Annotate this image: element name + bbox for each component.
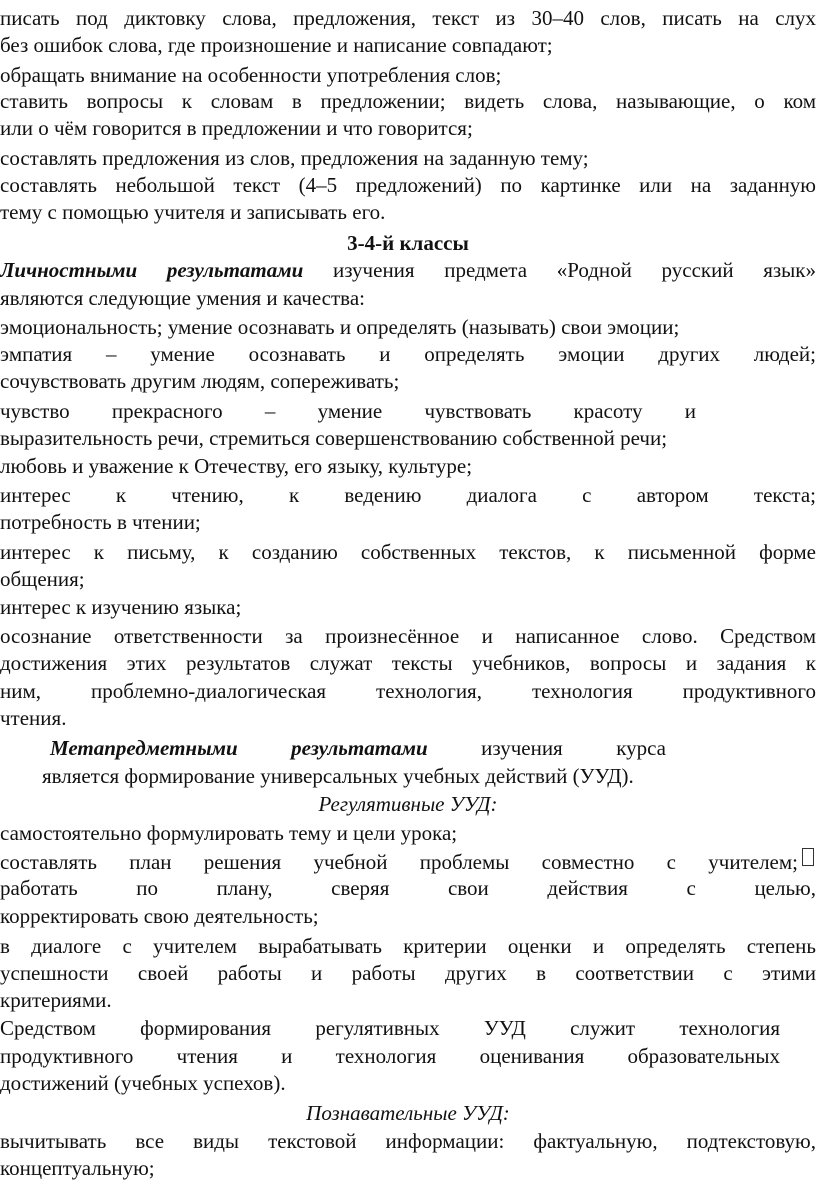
text-line: концептуальную; bbox=[0, 1156, 155, 1180]
emphasis-text: Личностными результатами bbox=[0, 258, 304, 282]
text-line: осознание ответственности за произнесённое и написанное слово. Средством bbox=[0, 624, 816, 648]
text-line: эмпатия – умение осознавать и определять эмоции других людей; bbox=[0, 342, 816, 366]
text-line bbox=[0, 256, 816, 284]
text-line: является формирование универсальных учебных действий (УУД). bbox=[42, 764, 634, 788]
text-span: составлять план решения учебной проблемы совместно с учителем; bbox=[0, 850, 798, 874]
text-span: изучения курса bbox=[427, 736, 666, 760]
text-line: общения; bbox=[0, 567, 85, 591]
text-line: чтения. bbox=[0, 706, 67, 730]
text-line: потребность в чтении; bbox=[0, 510, 201, 534]
section-heading: 3-4-й классы bbox=[347, 231, 469, 255]
text-line: достижения этих результатов служат тексты учебников, вопросы и задания к bbox=[0, 651, 816, 675]
text-line: достижений (учебных успехов). bbox=[0, 1071, 286, 1095]
text-line: писать под диктовку слова, предложения, текст из 30–40 слов, писать на слух bbox=[0, 6, 816, 30]
text-line: выразительность речи, стремиться совершенствованию собственной речи; bbox=[0, 426, 668, 450]
text-line: без ошибок слова, где произношение и написание совпадают; bbox=[0, 33, 553, 57]
subsection-heading: Регулятивные УУД: bbox=[318, 792, 498, 816]
text-line: тему с помощью учителя и записывать его. bbox=[0, 200, 386, 224]
subsection-heading: Познавательные УУД: bbox=[306, 1101, 510, 1125]
text-line: критериями. bbox=[0, 988, 112, 1012]
text-line: эмоциональность; умение осознавать и определять (называть) свои эмоции; bbox=[0, 315, 680, 339]
text-line bbox=[50, 734, 666, 762]
checkbox-glyph-icon bbox=[802, 848, 814, 866]
text-line: обращать внимание на особенности употребления слов; bbox=[0, 63, 502, 87]
text-line: ним, проблемно-диалогическая технология, технология продуктивного bbox=[0, 679, 816, 703]
text-line: сочувствовать другим людям, сопереживать; bbox=[0, 369, 400, 393]
text-line: продуктивного чтения и технология оценивания образовательных bbox=[0, 1044, 780, 1068]
text-line: или о чём говорится в предложении и что говорится; bbox=[0, 116, 473, 140]
text-span: изучения предмета «Родной русский язык» bbox=[303, 258, 816, 282]
text-line: интерес к чтению, к ведению диалога с автором текста; bbox=[0, 483, 816, 507]
emphasis-text: Метапредметными результатами bbox=[50, 736, 428, 760]
text-line: чувство прекрасного – умение чувствовать красоту и bbox=[0, 399, 696, 423]
text-line: корректировать свою деятельность; bbox=[0, 904, 319, 928]
text-line: Средством формирования регулятивных УУД служит технология bbox=[0, 1016, 780, 1040]
text-line: успешности своей работы и работы других в соответствии с этими bbox=[0, 961, 816, 985]
text-line: самостоятельно формулировать тему и цели урока; bbox=[0, 821, 458, 845]
text-line bbox=[0, 848, 814, 876]
text-line: вычитывать все виды текстовой информации: фактуальную, подтекстовую, bbox=[0, 1129, 816, 1153]
text-line: являются следующие умения и качества: bbox=[0, 286, 365, 310]
text-line: составлять предложения из слов, предложения на заданную тему; bbox=[0, 146, 589, 170]
text-line: работать по плану, сверяя свои действия с целью, bbox=[0, 876, 816, 900]
text-line: составлять небольшой текст (4–5 предложений) по картинке или на заданную bbox=[0, 173, 816, 197]
text-line: любовь и уважение к Отечеству, его языку, культуре; bbox=[0, 454, 473, 478]
text-line: интерес к изучению языка; bbox=[0, 595, 242, 619]
text-line: в диалоге с учителем вырабатывать критерии оценки и определять степень bbox=[0, 934, 816, 958]
text-line: ставить вопросы к словам в предложении; видеть слова, называющие, о ком bbox=[0, 89, 816, 113]
text-line: интерес к письму, к созданию собственных текстов, к письменной форме bbox=[0, 540, 816, 564]
